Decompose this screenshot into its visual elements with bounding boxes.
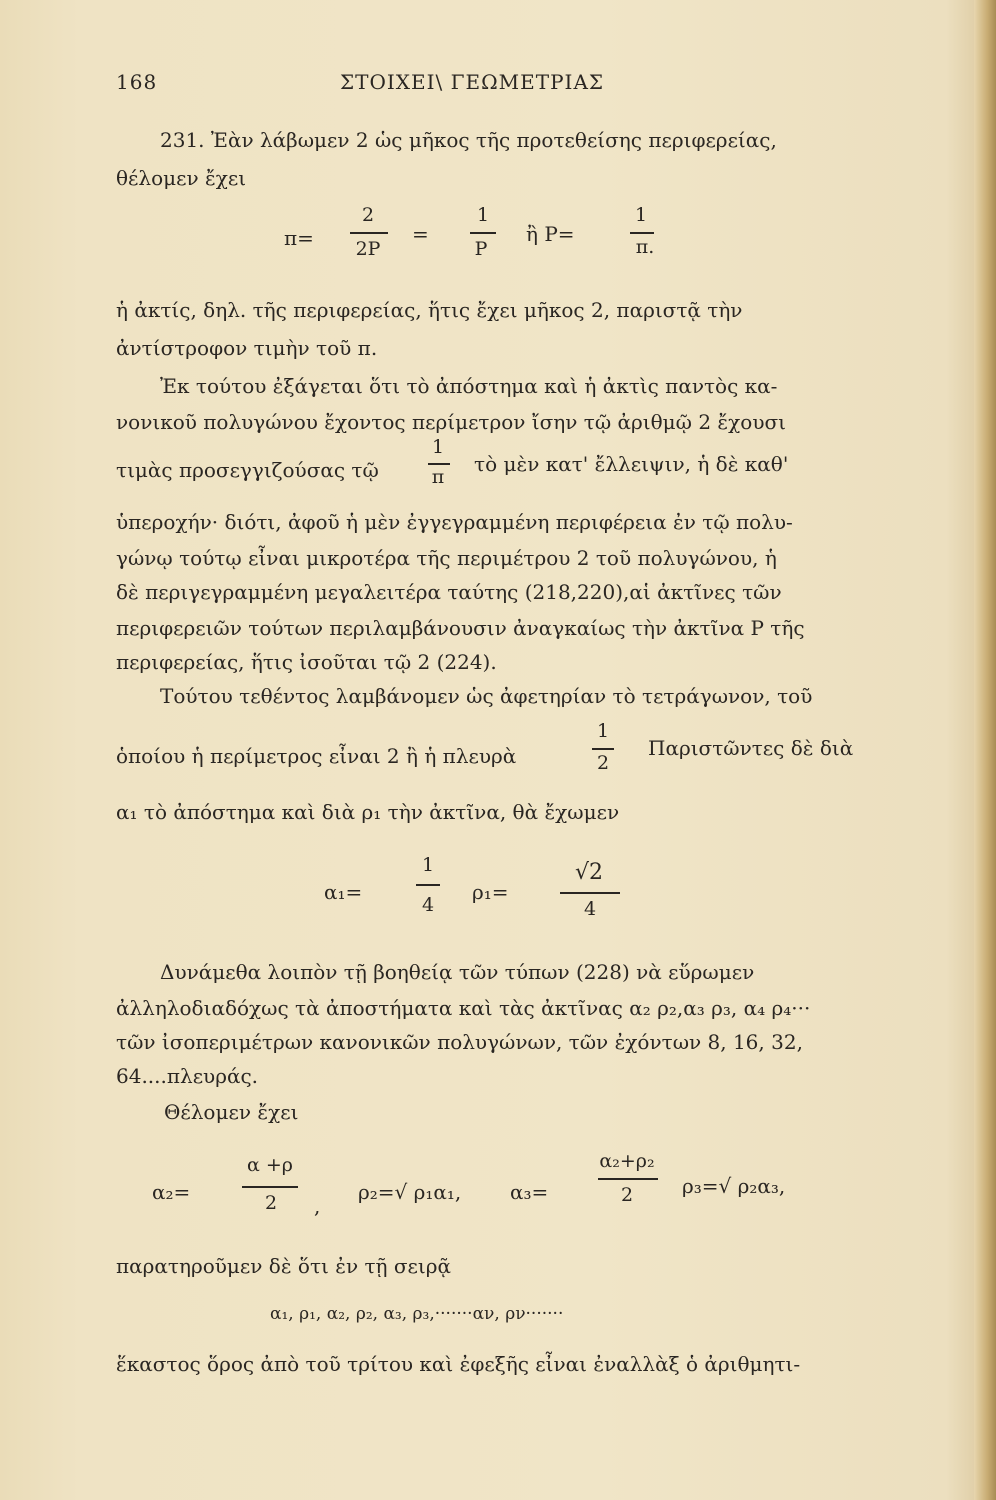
eq2-num2: √2 bbox=[574, 860, 603, 885]
text-line: τῶν ἰσοπεριμέτρων κανονικῶν πολυγώνων, τῶν ἐχόντων 8, 16, 32, bbox=[116, 1030, 803, 1054]
inline-den: π bbox=[431, 466, 445, 488]
eq3-comma: , bbox=[314, 1194, 321, 1218]
eq3-a2: α₂= bbox=[152, 1180, 191, 1204]
text-line: Τούτου τεθέντος λαμβάνομεν ὡς ἀφετηρίαν τὸ τετράγωνον, τοῦ bbox=[160, 684, 813, 708]
inline-num: 1 bbox=[431, 436, 445, 458]
text-line: Ἐκ τούτου ἐξάγεται ὅτι τὸ ἀπόστημα καὶ ἡ ἀκτὶς παντὸς κα- bbox=[160, 374, 778, 398]
eq3-den2: 2 bbox=[620, 1184, 634, 1206]
text-line: περιφερείας, ἥτις ἰσοῦται τῷ 2 (224). bbox=[116, 650, 497, 674]
running-title: ΣΤΟΙΧΕΙ\ ΓΕΩΜΕΤΡΙΑΣ bbox=[340, 70, 605, 94]
text-line: Δυνάμεθα λοιπὸν τῇ βοηθείᾳ τῶν τύπων (228) νὰ εὕρωμεν bbox=[160, 960, 755, 984]
text-line: γώνῳ τούτῳ εἶναι μικροτέρα τῆς περιμέτρου 2 τοῦ πολυγώνου, ἡ bbox=[116, 546, 777, 570]
fraction-bar bbox=[416, 884, 440, 886]
series: α₁, ρ₁, α₂, ρ₂, α₃, ρ₃,·······αν, ρν······· bbox=[270, 1304, 564, 1324]
text-line: τὸ μὲν κατ' ἔλλειψιν, ἡ δὲ καθ' bbox=[474, 452, 789, 476]
fraction-bar bbox=[470, 232, 496, 234]
eq2-num1: 1 bbox=[421, 854, 435, 876]
page-edge bbox=[974, 0, 996, 1500]
inline-num: 1 bbox=[596, 720, 610, 742]
eq3-den1: 2 bbox=[264, 1192, 278, 1214]
text-line: δὲ περιγεγραμμένη μεγαλειτέρα ταύτης (218,220),αἱ ἀκτῖνες τῶν bbox=[116, 580, 782, 604]
eq1-den1: 2P bbox=[355, 238, 381, 260]
eq1-den2: P bbox=[474, 238, 488, 260]
eq3-num2: α₂+ρ₂ bbox=[599, 1150, 655, 1172]
text-line: παρατηροῦμεν δὲ ὅτι ἐν τῇ σειρᾷ bbox=[116, 1254, 451, 1278]
text-line: περιφερειῶν τούτων περιλαμβάνουσιν ἀναγκαίως τὴν ἀκτῖνα P τῆς bbox=[116, 616, 805, 640]
fraction-bar bbox=[560, 892, 620, 894]
fraction-bar bbox=[630, 232, 654, 234]
fraction-bar bbox=[598, 1178, 658, 1180]
eq2-den1: 4 bbox=[421, 894, 435, 916]
text-line: Θέλομεν ἔχει bbox=[164, 1100, 299, 1124]
text-line: θέλομεν ἔχει bbox=[116, 166, 247, 190]
eq3-num1: α +ρ bbox=[247, 1154, 293, 1176]
text-line: νονικοῦ πολυγώνου ἔχοντος περίμετρον ἴσην τῷ ἀριθμῷ 2 ἔχουσι bbox=[116, 410, 786, 434]
eq2-a1: α₁= bbox=[324, 880, 363, 904]
eq3-r2: ρ₂=√ ρ₁α₁, bbox=[358, 1180, 462, 1204]
eq1-num1: 2 bbox=[361, 204, 375, 226]
eq2-r1: ρ₁= bbox=[472, 880, 509, 904]
eq1-pi: π= bbox=[284, 226, 314, 250]
text-line: ὁποίου ἡ περίμετρος εἶναι 2 ἢ ἡ πλευρὰ bbox=[116, 744, 517, 768]
text-line: ἕκαστος ὅρος ἀπὸ τοῦ τρίτου καὶ ἐφεξῆς εἶναι ἐναλλὰξ ὁ ἀριθμητι- bbox=[116, 1352, 801, 1376]
inline-den: 2 bbox=[596, 752, 610, 774]
eq1-num2: 1 bbox=[476, 204, 490, 226]
eq1-num3: 1 bbox=[634, 204, 648, 226]
fraction-bar bbox=[592, 748, 614, 750]
eq3-a3: α₃= bbox=[510, 1180, 549, 1204]
eq1-or: ἢ P= bbox=[526, 222, 575, 246]
text-line: 231. Ἐὰν λάβωμεν 2 ὡς μῆκος τῆς προτεθείσης περιφερείας, bbox=[160, 128, 777, 152]
fraction-bar bbox=[428, 463, 450, 465]
text-line: ἀλληλοδιαδόχως τὰ ἀποστήματα καὶ τὰς ἀκτῖνας α₂ ρ₂,α₃ ρ₃, α₄ ρ₄··· bbox=[116, 996, 811, 1020]
eq2-den2: 4 bbox=[583, 898, 597, 920]
text-line: ὑπεροχήν· διότι, ἀφοῦ ἡ μὲν ἐγγεγραμμένη περιφέρεια ἐν τῷ πολυ- bbox=[116, 510, 793, 534]
text-line: ἀντίστροφον τιμὴν τοῦ π. bbox=[116, 336, 378, 360]
page-number: 168 bbox=[116, 70, 158, 94]
eq3-r3: ρ₃=√ ρ₂α₃, bbox=[682, 1174, 786, 1198]
text-line: 64....πλευράς. bbox=[116, 1064, 259, 1088]
fraction-bar bbox=[242, 1186, 298, 1188]
text-line: ἡ ἀκτίς, δηλ. τῆς περιφερείας, ἥτις ἔχει μῆκος 2, παριστᾷ τὴν bbox=[116, 298, 743, 322]
eq1-equals: = bbox=[412, 222, 429, 246]
fraction-bar bbox=[350, 232, 388, 234]
text-line: α₁ τὸ ἀπόστημα καὶ διὰ ρ₁ τὴν ἀκτῖνα, θὰ ἔχωμεν bbox=[116, 800, 620, 824]
text-line: τιμὰς προσεγγιζούσας τῷ bbox=[116, 458, 379, 482]
eq1-den3: π. bbox=[635, 236, 655, 258]
text-line: Παριστῶντες δὲ διὰ bbox=[648, 736, 854, 760]
